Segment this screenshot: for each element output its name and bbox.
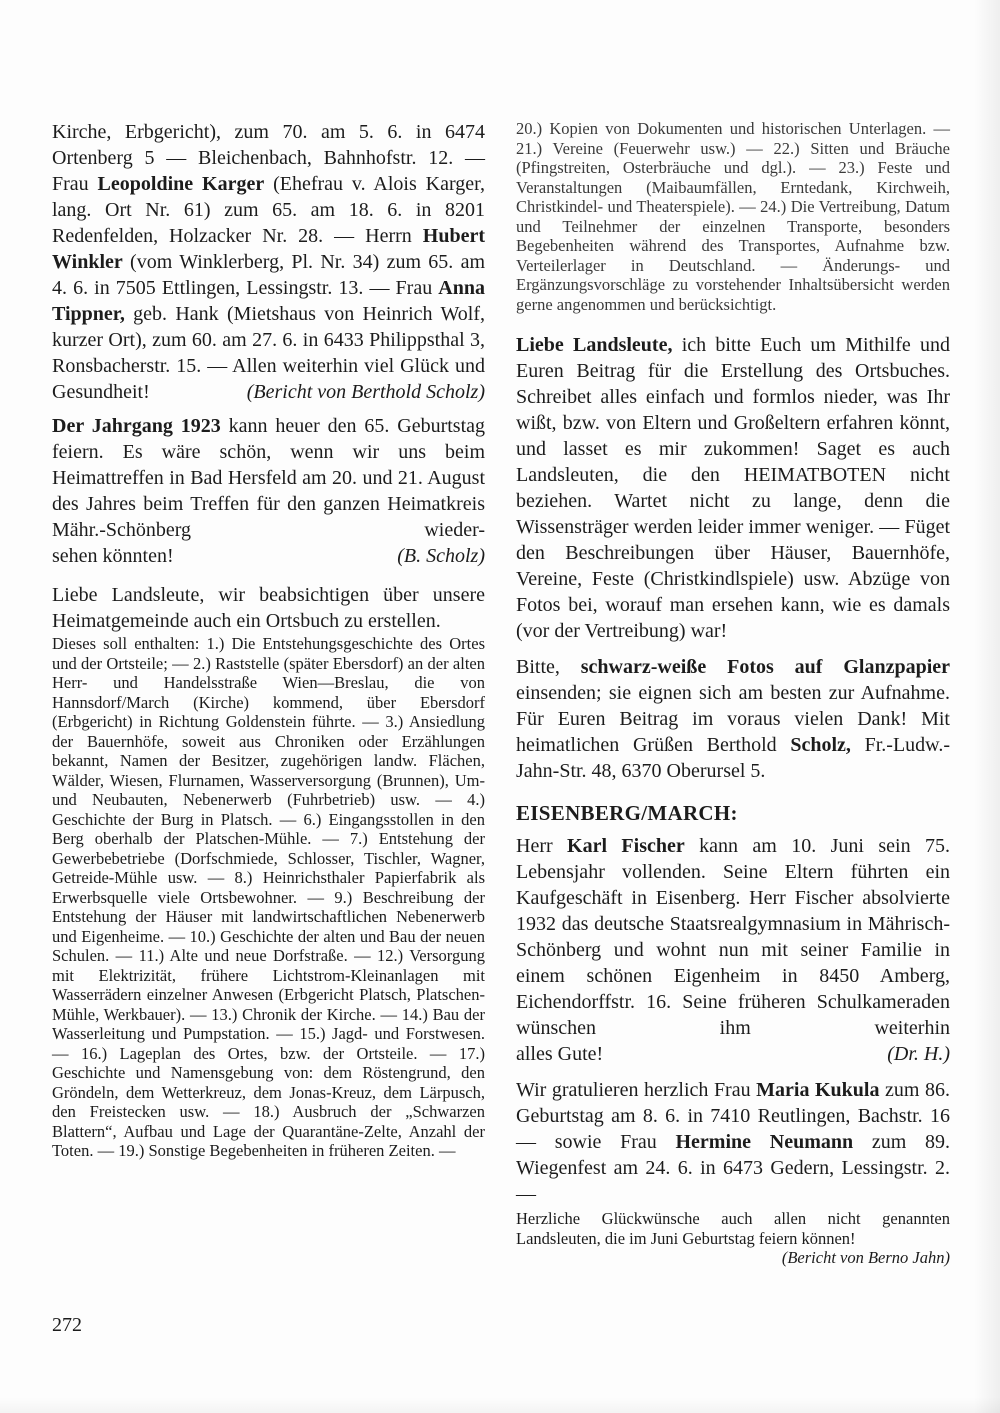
text-run: Wir gratulieren herzlich Frau	[516, 1079, 757, 1101]
paragraph-gratulation	[516, 1077, 950, 1207]
person-name-anna-tippner: Anna Tippner,	[52, 277, 485, 325]
text-run: Bitte,	[516, 656, 581, 678]
paragraph-juni-wishes: Herzliche Glückwünsche auch allen nicht genannten Landsleuten, die im Juni Geburtstag feiern können!	[516, 1209, 950, 1248]
person-name-leopoldine-karger: Leopoldine Karger	[97, 173, 265, 195]
person-name-hermine-neumann: Hermine Neumann	[675, 1131, 854, 1153]
text-run: Fr.-Ludw.-Jahn-Str. 48, 6370 Oberursel 5.	[516, 734, 950, 782]
text-run: kann heuer den 65. Geburtstag feiern. Es wäre schön, wenn wir uns beim Heimattreffen in Bad Hersfeld am 20. und 21. August des Jahres beim Treffen für den ganzen Heimatkreis Mähr.-Schönberg wieder-	[52, 415, 486, 541]
karl-fischer-closing-line	[516, 1041, 950, 1067]
closing-text: sehen könnten!	[52, 545, 174, 567]
report-byline: (Bericht von Berthold Scholz)	[246, 381, 485, 403]
closing-text: Gesundheit!	[52, 381, 150, 403]
section-heading-eisenberg-march: EISENBERG/MARCH:	[516, 801, 738, 825]
jahrgang-lead: Der Jahrgang 1923	[52, 415, 221, 437]
birthday-closing-line	[52, 379, 485, 405]
paragraph-karl-fischer	[516, 833, 950, 1041]
page-number: 272	[52, 1314, 82, 1336]
juni-wishes-byline: (Bericht von Berno Jahn)	[781, 1248, 950, 1267]
right-column	[516, 119, 950, 1268]
text-run: geb. Hank (Mietshaus von Heinrich Wolf, kurzer Ort), zum 60. am 27. 6. in 6433 Philippsthal 3, Ronsbacherstr. 15. — Allen weiterhin viel Glück und	[52, 303, 485, 377]
closing-text: alles Gute!	[516, 1043, 604, 1065]
text-run: Kirche, Erbgericht), zum 70. am 5. 6. in 6474 Ortenberg 5 — Bleichenbach, Bahnhofstr. 12. — Frau	[52, 121, 485, 195]
text-run: zum 86. Geburtstag am 8. 6. in 7410 Reutlingen, Bachstr. 16 — sowie Frau	[516, 1079, 950, 1153]
text-run: einsenden; sie eignen sich am besten zur Aufnahme. Für Euren Beitrag im voraus vielen Dank! Mit heimatlichen Grüßen Berthold	[516, 682, 950, 756]
text-run: zum 89. Wiegenfest am 24. 6. in 6473 Gedern, Lessingstr. 2. —	[516, 1131, 950, 1205]
text-run: (Ehefrau v. Alois Karger, lang. Ort Nr. 61) zum 65. am 18. 6. in 8201 Redenfelden, Holzacker Nr. 28. — Herrn	[52, 173, 485, 247]
paragraph-contents-list: Dieses soll enthalten: 1.) Die Entstehungsgeschichte des Ortes und der Ortsteile; — 2.) Raststelle (später Ebersdorf) an der alten Herr- und Handelsstraße Wien—Breslau, die von Hannsdorf/March (Kirche) kommend, über Ebersdorf (Erbgericht) in Richtung Goldenstein führte. — 3.) Ansiedlung der Bauernhöfe, soweit aus Chroniken oder Erzählungen bekannt, Namen der Besitzer, zugehörigen landw. Flächen, Wälder, Wiesen, Flurnamen, Wasserversorgung (Brunnen), Um- und Neubauten, Nebenerwerb (Fuhrbetrieb) usw. — 4.) Geschichte der Burg in Platsch. — 6.) Eingangsstollen in den Berg oberhalb der Platschen-Mühle. — 7.) Entstehung der Gewerbebetriebe (Dorfschmiede, Schlosser, Tischler, Wagner, Getreide-Mühle usw. — 8.) Heinrichsthaler Papierfabrik als Erwerbsquelle viele Ortsbewohner. — 9.) Beschreibung der Entstehung der Häuser mit landwirtschaftlichen Nebenerwerb und Eigenheime. — 10.) Geschichte der alten und Bau der neuen Schulen. — 11.) Alte und neue Dorfstraße. — 12.) Versorgung mit Elektrizität, frühere Lichtstrom-Kleinanlagen mit Wasserrädern einzelner Anwesen (Erbgericht Platsch, Platschen-Mühle, Werkbauer). — 13.) Chronik der Kirche. — 14.) Bau der Wasserleitung und Pumpstation. — 15.) Jagd- und Forstwesen. — 16.) Lageplan des Ortes, bzw. der Ortsteile. — 17.) Geschichte und Namensgebung von: dem Röstengrund, den Gröndeln, dem Wetterkreuz, dem Jonas-Kreuz, dem Lärpusch, den Freistecken usw. — 18.) Ausbruch der „Schwarzen Blattern“, Aufbau und Lage der Quarantäne-Zelte, Anzahl der Toten. — 19.) Sonstige Begebenheiten in früheren Zeiten. —	[52, 634, 485, 1160]
paragraph-foto-request	[516, 654, 950, 784]
report-byline: (Dr. H.)	[887, 1043, 950, 1065]
paragraph-liebe-landsleute	[516, 332, 950, 644]
person-name-hubert-winkler: Hubert Winkler	[52, 225, 485, 273]
person-name-scholz: Scholz,	[790, 734, 851, 756]
text-run: kann am 10. Juni sein 75. Lebensjahr vollenden. Seine Eltern führten ein Kaufgeschäft in Eisenberg. Herr Fischer absolvierte 1932 das deutsche Staatsrealgymnasium in Mährisch-Schönberg und wohnt nun mit seiner Familie in einem schönen Eigenheim in 8450 Amberg, Eichendorffstr. 16. Seine früheren Schulkameraden wünschen ihm weiterhin	[516, 835, 950, 1039]
jahrgang-closing-line	[52, 543, 485, 569]
text-run: Herr	[516, 835, 568, 857]
person-name-karl-fischer: Karl Fischer	[567, 835, 685, 857]
text-run: (vom Winklerberg, Pl. Nr. 34) zum 65. am 4. 6. in 7505 Ettlingen, Lessingstr. 13. — Frau	[52, 251, 485, 299]
paragraph-jahrgang-1923	[52, 413, 485, 543]
paragraph-contents-list-continuation: 20.) Kopien von Dokumenten und historischen Unterlagen. — 21.) Vereine (Feuerwehr usw.) — 22.) Sitten und Bräuche (Pfingstreiten, Osterbräuche und dgl.). — 23.) Feste und Veranstaltungen (Maibaumfällen, Erntedank, Kirchweih, Christkindel- und Theaterspiele). — 24.) Die Vertreibung, Datum und Teilnehmer der einzelnen Transporte, besonders Begebenheiten während des Transportes, Aufnahme bzw. Verteilerlager in Deutschland. — Änderungs- und Ergänzungsvorschläge zu vorstehender Inhaltsübersicht werden gerne angenommen und berücksichtigt.	[516, 119, 950, 314]
liebe-landsleute-lead: Liebe Landsleute,	[516, 334, 673, 356]
person-name-maria-kukula: Maria Kukula	[756, 1079, 880, 1101]
left-column	[52, 119, 485, 1161]
report-byline: (B. Scholz)	[397, 545, 485, 567]
text-run: ich bitte Euch um Mithilfe und Euren Beitrag für die Erstellung des Ortsbuches. Schreibet alles einfach und formlos nieder, was Ihr wißt, bzw. von Eltern und Großeltern erfahren könnt, und lasset es mir zukommen! Saget es auch Landsleuten, die den HEIMATBOTEN nicht beziehen. Wartet nicht zu lange, denn die Wissensträger werden leider immer weniger. — Füget den Beschreibungen über Häuser, Bauernhöfe, Vereine, Feste (Christkindlspiele) usw. Abzüge von Fotos bei, worauf man ersehen kann, wie es damals (vor der Vertreibung) war!	[516, 334, 950, 642]
foto-request-emphasis: schwarz-weiße Fotos auf Glanzpapier	[580, 656, 950, 678]
paragraph-birthday-greetings	[52, 119, 485, 379]
paragraph-ortsbuch-intro: Liebe Landsleute, wir beabsichtigen über unsere Heimatgemeinde auch ein Ortsbuch zu erstellen.	[52, 584, 485, 632]
